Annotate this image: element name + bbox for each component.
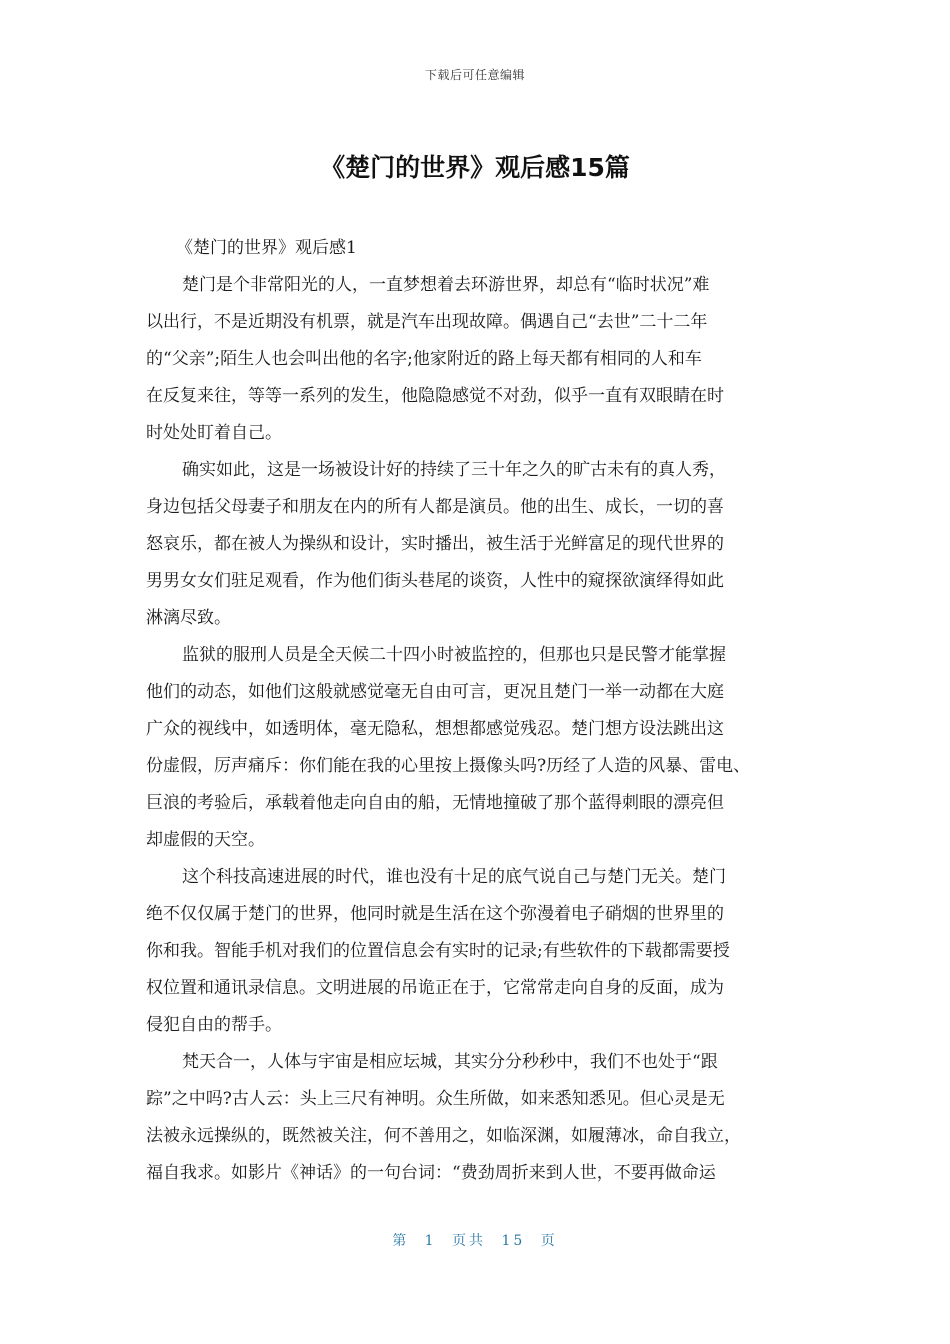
paragraph-line: 绝不仅仅属于楚门的世界，他同时就是生活在这个弥漫着电子硝烟的世界里的 bbox=[146, 904, 724, 924]
section-heading: 《楚门的世界》观后感1 bbox=[176, 238, 357, 258]
paragraph-line: 他们的动态，如他们这般就感觉毫无自由可言，更况且楚门一举一动都在大庭 bbox=[146, 682, 724, 702]
paragraph-line: 楚门是个非常阳光的人，一直梦想着去环游世界，却总有“临时状况”难 bbox=[182, 275, 710, 295]
document-title: 《楚门的世界》观后感15篇 bbox=[320, 153, 630, 182]
paragraph-4 bbox=[146, 859, 810, 1044]
page-number: 第 1 页共 15 页 bbox=[392, 1233, 558, 1249]
paragraph-line: 巨浪的考验后，承载着他走向自由的船，无情地撞破了那个蓝得刺眼的漂亮但 bbox=[146, 793, 724, 813]
page-header-note: 下载后可任意编辑 bbox=[424, 68, 525, 82]
paragraph-line: 权位置和通讯录信息。文明进展的吊诡正在于，它常常走向自身的反面，成为 bbox=[146, 978, 724, 998]
paragraph-1 bbox=[146, 267, 810, 452]
document-body bbox=[146, 230, 810, 1192]
paragraph-2 bbox=[146, 452, 810, 637]
paragraph-3 bbox=[146, 637, 810, 859]
paragraph-line: 时处处盯着自己。 bbox=[146, 423, 282, 443]
paragraph-line: 你和我。智能手机对我们的位置信息会有实时的记录;有些软件的下载都需要授 bbox=[146, 941, 730, 961]
paragraph-line: 梵天合一，人体与宇宙是相应坛城，其实分分秒秒中，我们不也处于“跟 bbox=[182, 1052, 718, 1072]
paragraph-line: 男男女女们驻足观看，作为他们街头巷尾的谈资，人性中的窥探欲演绎得如此 bbox=[146, 571, 724, 591]
paragraph-line: 在反复来往，等等一系列的发生，他隐隐感觉不对劲，似乎一直有双眼睛在时 bbox=[146, 386, 724, 406]
paragraph-line: 侵犯自由的帮手。 bbox=[146, 1015, 282, 1035]
paragraph-line: 份虚假，厉声痛斥：你们能在我的心里按上摄像头吗?历经了人造的风暴、雷电、 bbox=[146, 756, 751, 776]
paragraph-line: 监狱的服刑人员是全天候二十四小时被监控的，但那也只是民警才能掌握 bbox=[182, 645, 726, 665]
paragraph-line: 踪”之中吗?古人云：头上三尺有神明。众生所做，如来悉知悉见。但心灵是无 bbox=[146, 1089, 725, 1109]
paragraph-line: 以出行，不是近期没有机票，就是汽车出现故障。偶遇自己“去世”二十二年 bbox=[146, 312, 708, 332]
paragraph-line: 福自我求。如影片《神话》的一句台词：“费劲周折来到人世，不要再做命运 bbox=[146, 1163, 716, 1183]
paragraph-line: 这个科技高速进展的时代，谁也没有十足的底气说自己与楚门无关。楚门 bbox=[182, 867, 726, 887]
paragraph-line: 确实如此，这是一场被设计好的持续了三十年之久的旷古未有的真人秀， bbox=[182, 460, 726, 480]
paragraph-line: 法被永远操纵的，既然被关注，何不善用之，如临深渊，如履薄冰，命自我立， bbox=[146, 1126, 741, 1146]
paragraph-line: 怒哀乐，都在被人为操纵和设计，实时播出，被生活于光鲜富足的现代世界的 bbox=[146, 534, 724, 554]
paragraph-5 bbox=[146, 1044, 810, 1192]
paragraph-line: 身边包括父母妻子和朋友在内的所有人都是演员。他的出生、成长，一切的喜 bbox=[146, 497, 724, 517]
paragraph-line: 淋漓尽致。 bbox=[146, 608, 231, 628]
paragraph-line: 的“父亲”;陌生人也会叫出他的名字;他家附近的路上每天都有相同的人和车 bbox=[146, 349, 702, 369]
paragraph-line: 却虚假的天空。 bbox=[146, 830, 265, 850]
paragraph-line: 广众的视线中，如透明体，毫无隐私，想想都感觉残忍。楚门想方设法跳出这 bbox=[146, 719, 724, 739]
